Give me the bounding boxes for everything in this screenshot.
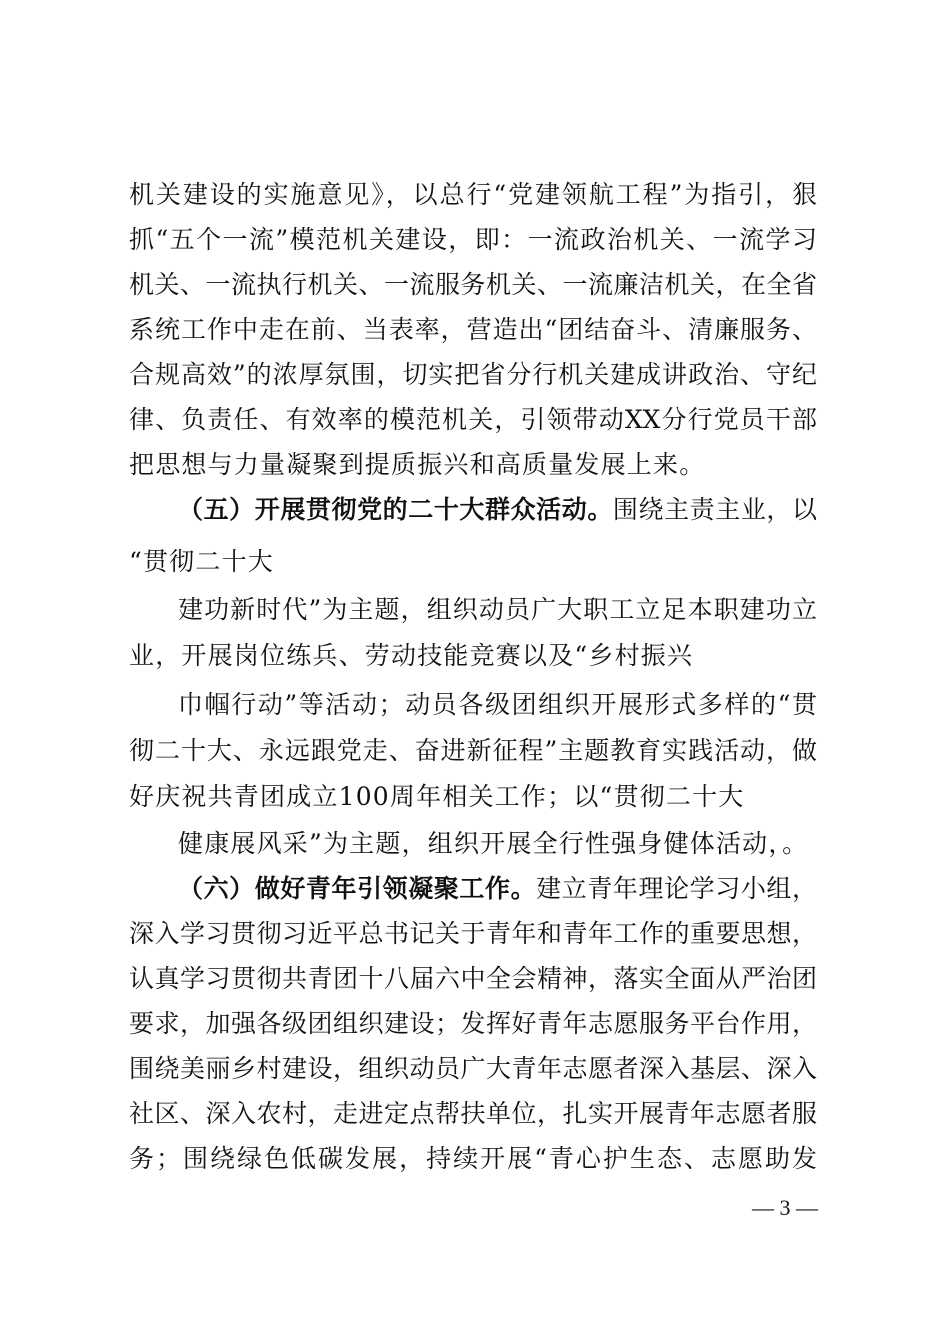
section-6-text: 建立青年理论学习小组，	[536, 874, 817, 903]
section-5-line: 好庆祝共青团成立100周年相关工作；以“贯彻二十大	[129, 782, 745, 811]
section-5-text: 围绕主责主业，以	[612, 495, 817, 524]
body-line: 系统工作中走在前、当表率，营造出“团结奋斗、清廉服务、	[129, 315, 817, 344]
body-line: 合规高效”的浓厚氛围，切实把省分行机关建成讲政治、守纪	[129, 360, 817, 389]
section-5-line: “贯彻二十大	[129, 547, 274, 576]
section-6-line: 要求，加强各级团组织建设；发挥好青年志愿服务平台作用，	[129, 1009, 817, 1038]
section-6-line: 务；围绕绿色低碳发展，持续开展“青心护生态、志愿助发	[129, 1144, 817, 1173]
section-6-line: 围绕美丽乡村建设，组织动员广大青年志愿者深入基层、深入	[129, 1054, 817, 1083]
section-5-line: 建功新时代”为主题，组织动员广大职工立足本职建功立	[178, 595, 817, 624]
section-5-line: 健康展风采”为主题，组织开展全行性强身健体活动，。	[178, 829, 809, 858]
section-6-line: 社区、深入农村，走进定点帮扶单位，扎实开展青年志愿者服	[129, 1099, 817, 1128]
page-number: — 3 —	[752, 1195, 818, 1220]
section-5-first-line	[178, 495, 817, 525]
body-line: 机关建设的实施意见》，以总行“党建领航工程”为指引，狠	[129, 180, 817, 209]
section-6-first-line	[178, 874, 817, 904]
section-6-line: 认真学习贯彻共青团十八届六中全会精神，落实全面从严治团	[129, 964, 817, 993]
section-6-heading: （六）做好青年引领凝聚工作。	[178, 874, 537, 903]
section-5-line: 业，开展岗位练兵、劳动技能竞赛以及“乡村振兴	[129, 641, 694, 670]
section-6-line: 深入学习贯彻习近平总书记关于青年和青年工作的重要思想，	[129, 919, 817, 948]
body-line: 抓“五个一流”模范机关建设，即：一流政治机关、一流学习	[129, 225, 817, 254]
section-5-heading: （五）开展贯彻党的二十大群众活动。	[178, 495, 613, 524]
body-line: 把思想与力量凝聚到提质振兴和高质量发展上来。	[129, 450, 706, 479]
section-5-line: 巾帼行动”等活动；动员各级团组织开展形式多样的“贯	[178, 690, 817, 719]
body-line: 机关、一流执行机关、一流服务机关、一流廉洁机关，在全省	[129, 270, 817, 299]
body-line: 律、负责任、有效率的模范机关，引领带动XX分行党员干部	[129, 405, 817, 434]
section-5-line: 彻二十大、永远跟党走、奋进新征程”主题教育实践活动，做	[129, 736, 817, 765]
